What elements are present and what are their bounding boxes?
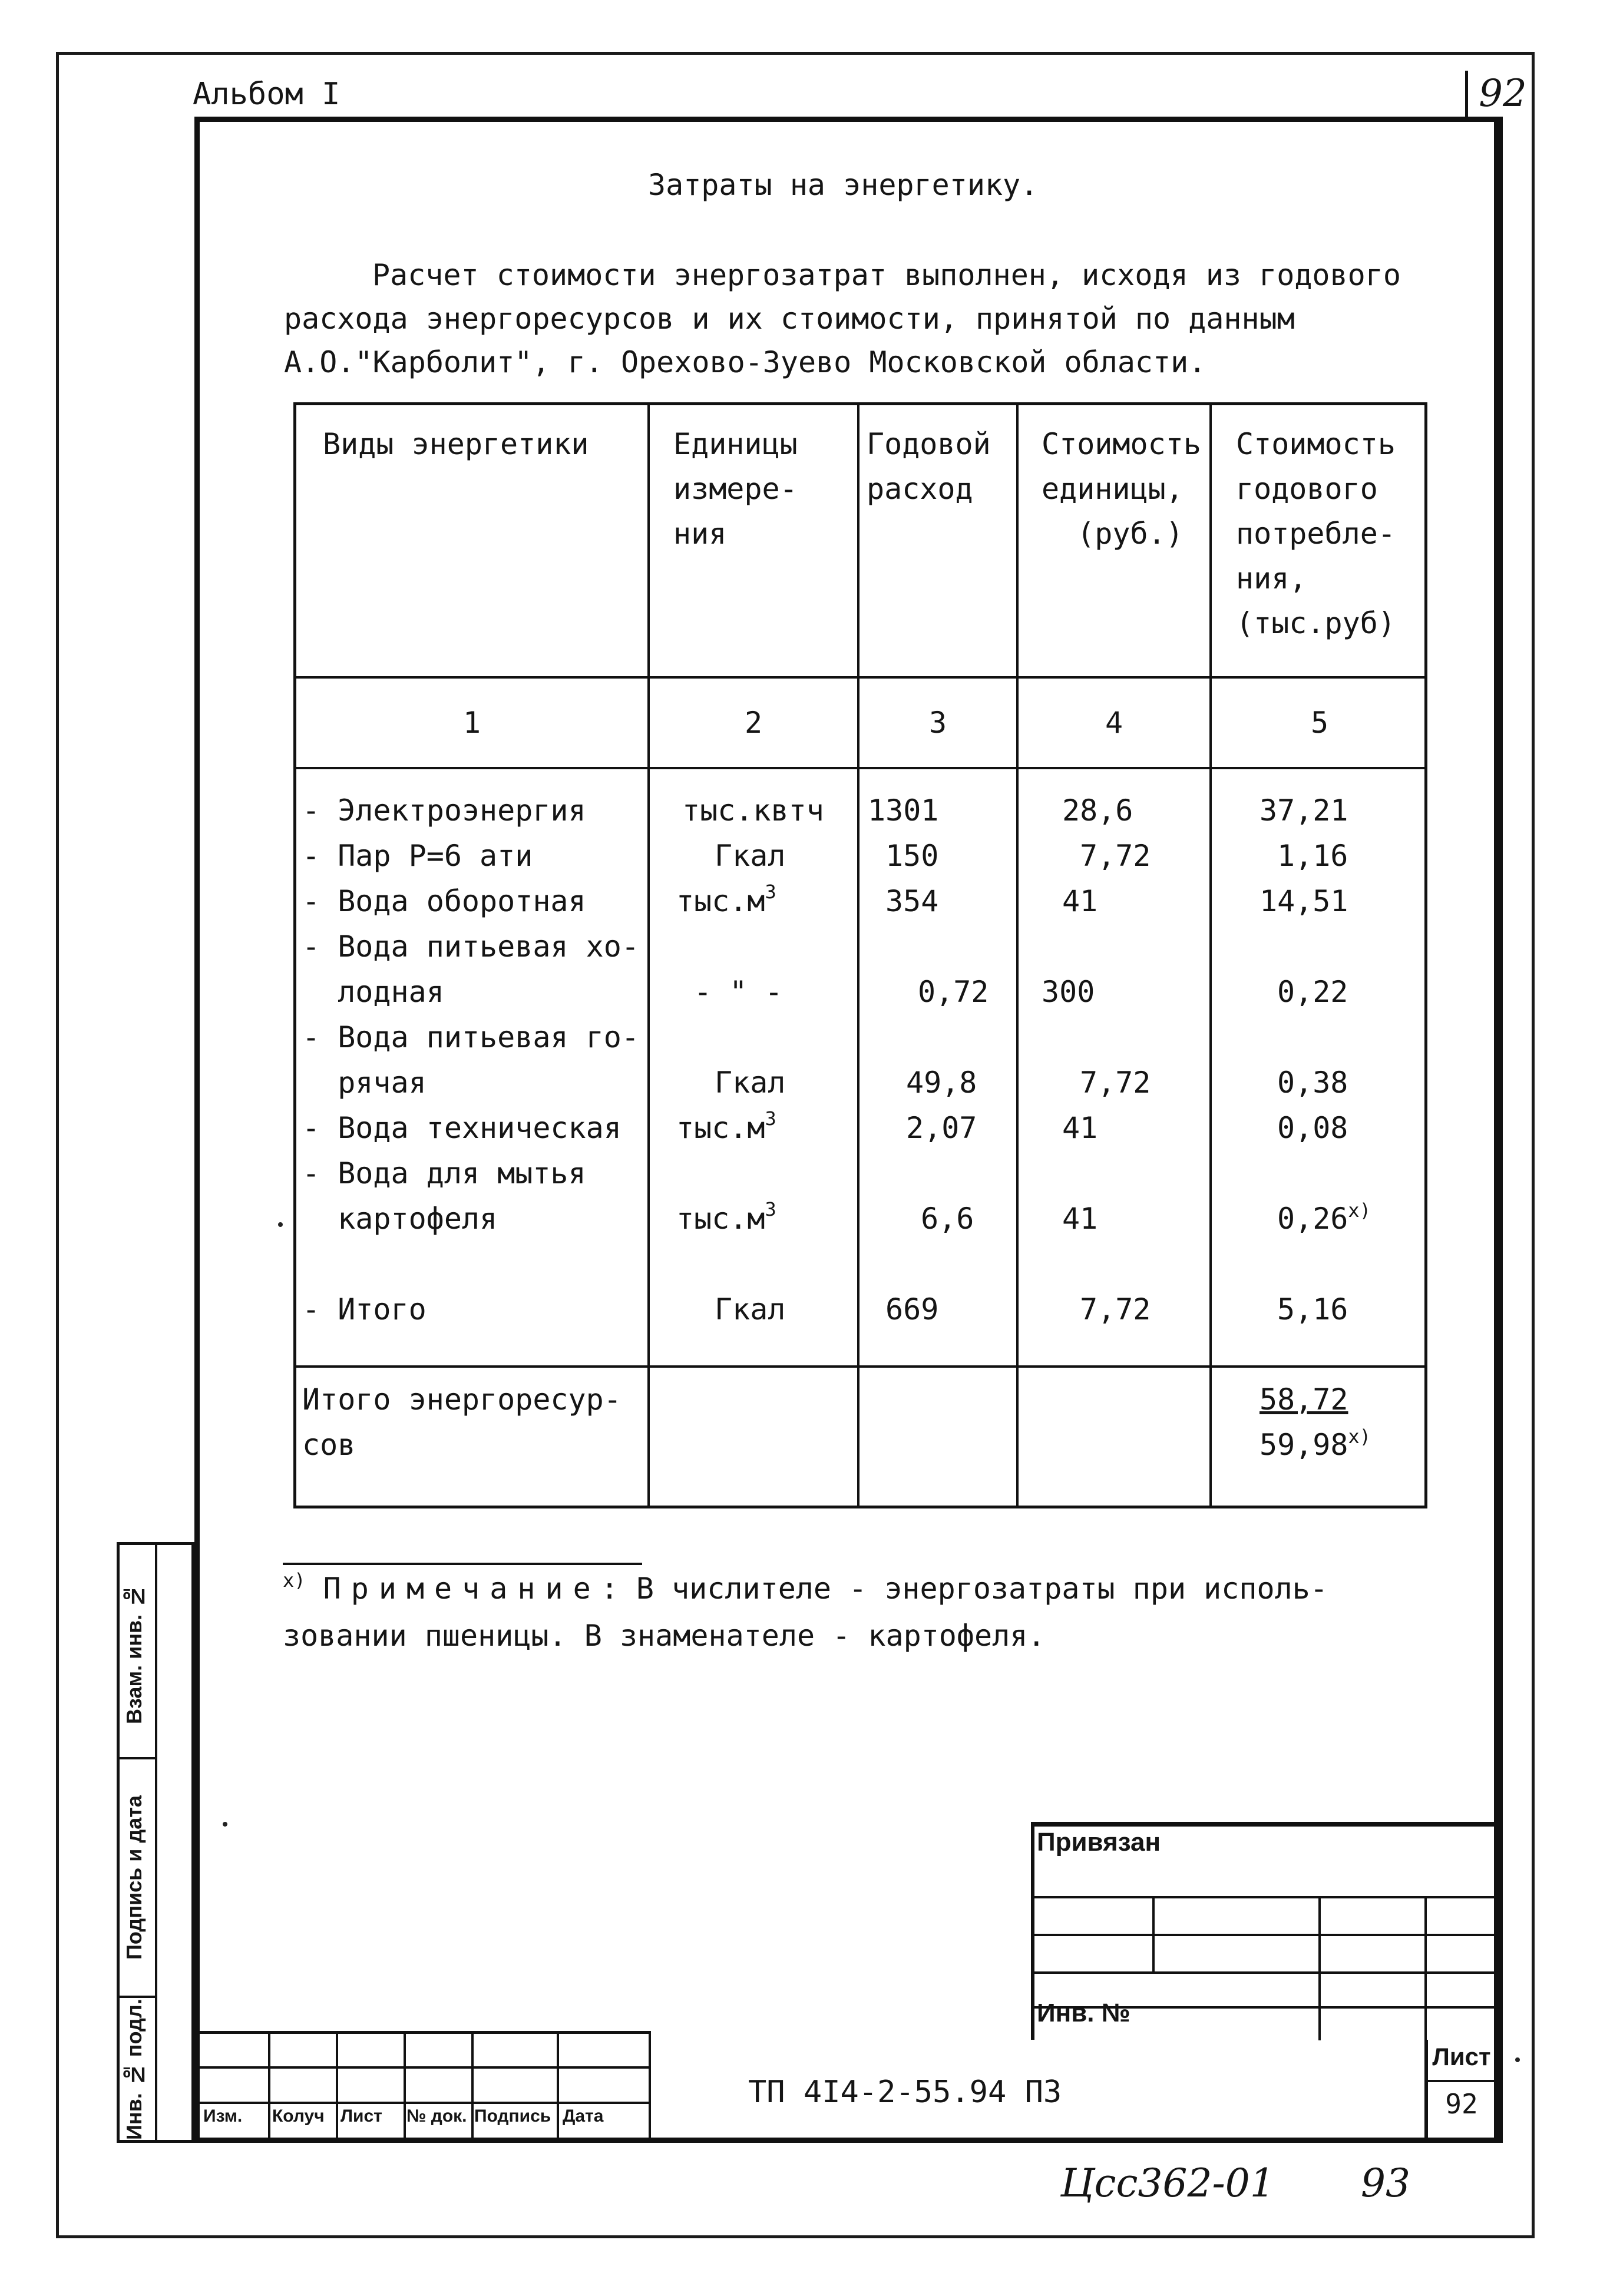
intro-line-3: А.О."Карболит", г. Орехово-Зуево Московской области. — [284, 345, 1206, 379]
row-total — [1277, 1196, 1371, 1245]
row-energy-name-cont: рячая — [302, 1066, 427, 1100]
handwritten-archive-number: Цсс362-01 — [1060, 2161, 1275, 2206]
row-energy-name: - Итого — [302, 1292, 427, 1326]
intro-line-2: расхода энергоресурсов и их стоимости, принятой по данным — [284, 302, 1295, 336]
row-unit: тыс.квтч — [682, 793, 824, 828]
row-energy-name: - Пар Р=6 ати — [302, 839, 533, 873]
stamp-inv-original: Инв. № подл. — [122, 1999, 146, 2140]
row-annual: 1301 — [868, 793, 939, 828]
row-unit: Гкал — [715, 1292, 786, 1326]
intro-paragraph — [284, 253, 1439, 384]
column-number: 3 — [928, 706, 947, 740]
header-unit-cost: Стоимость единицы, (руб.) — [1042, 427, 1201, 551]
row-energy-name: - Вода для мытья — [302, 1156, 586, 1190]
row-annual: 150 — [885, 839, 939, 873]
col-doc-no: № док. — [406, 2106, 467, 2126]
frame-strip — [1499, 117, 1503, 2143]
col-change: Изм. — [203, 2106, 243, 2126]
unit-text: тыс.м — [676, 1111, 765, 1145]
row-total: 37,21 — [1259, 793, 1348, 828]
footnote-rule — [283, 1563, 642, 1565]
summary-label: Итого энергоресур- — [302, 1382, 622, 1417]
row-energy-name: - Электроэнергия — [302, 793, 586, 828]
row-unit: Гкал — [715, 839, 786, 873]
revision-divider — [194, 2102, 651, 2104]
binding-title: Привязан — [1037, 1828, 1161, 1857]
total-text: 0,26 — [1277, 1202, 1348, 1236]
binding-divider — [1034, 1934, 1499, 1936]
row-unit-cost: 7,72 — [1080, 1066, 1151, 1100]
row-unit — [676, 1106, 776, 1154]
stamp-divider — [155, 1545, 157, 2140]
summary-denominator — [1259, 1422, 1371, 1471]
revision-divider — [268, 2031, 270, 2143]
denominator-text: 59,98 — [1259, 1428, 1348, 1462]
column-number: 4 — [1105, 706, 1123, 740]
col-count: Колуч — [272, 2106, 325, 2126]
col-date: Дата — [563, 2106, 604, 2126]
row-unit-cost: 41 — [1062, 1202, 1098, 1236]
revision-divider — [471, 2031, 474, 2143]
row-total: 5,16 — [1277, 1292, 1348, 1326]
binding-divider — [1318, 1896, 1321, 2040]
column-number: 5 — [1310, 706, 1329, 740]
revision-divider — [336, 2031, 338, 2143]
row-unit-cost: 7,72 — [1080, 1292, 1151, 1326]
left-margin-stamp — [117, 1542, 194, 2143]
footnote-mark: x) — [283, 1569, 306, 1592]
footnote-mark: x) — [1348, 1425, 1371, 1448]
row-unit-cost: 41 — [1062, 884, 1098, 918]
row-energy-name: - Вода оборотная — [302, 884, 586, 918]
row-total: 1,16 — [1277, 839, 1348, 873]
row-annual: 49,8 — [906, 1066, 977, 1100]
unit-superscript: 3 — [765, 1107, 776, 1130]
energy-cost-table — [293, 402, 1427, 1508]
binding-divider — [1152, 1896, 1155, 1971]
row-total: 0,38 — [1277, 1066, 1348, 1100]
document-code: ТП 4I4-2-55.94 ПЗ — [748, 2075, 1062, 2110]
binding-divider — [1424, 1896, 1427, 2040]
stamp-divider — [120, 1996, 155, 1998]
header-annual-cost: Стоимость годового потребле- ния, (тыс.руб) — [1236, 427, 1396, 640]
row-energy-name: - Вода питьевая хо- — [302, 929, 639, 964]
stamp-divider — [120, 1757, 155, 1759]
row-unit — [676, 1196, 776, 1245]
row-unit: Гкал — [715, 1066, 786, 1100]
page-title: Затраты на энергетику. — [648, 168, 1039, 202]
row-energy-name: - Вода питьевая го- — [302, 1020, 639, 1054]
row-unit — [676, 879, 776, 927]
revision-divider — [649, 2031, 651, 2143]
header-annual-consumption: Годовой расход — [867, 427, 991, 506]
note-label: Примечание — [323, 1572, 601, 1606]
handwritten-page-number: 93 — [1361, 2161, 1410, 2206]
row-unit: - " - — [694, 975, 783, 1009]
unit-superscript: 3 — [765, 1198, 776, 1220]
row-total: 14,51 — [1259, 884, 1348, 918]
binding-divider — [1034, 1971, 1499, 1974]
scan-speck — [278, 1222, 283, 1227]
note-text: : В числителе - энергозатраты при исполь- — [600, 1572, 1328, 1606]
row-energy-name-cont: лодная — [302, 975, 444, 1009]
unit-superscript: 3 — [765, 881, 776, 903]
revision-divider — [404, 2031, 406, 2143]
footnote — [283, 1567, 1437, 1658]
row-annual: 0,72 — [918, 975, 989, 1009]
summary-label-cont: сов — [302, 1428, 356, 1462]
col-divider — [1209, 405, 1212, 1506]
header-energy-type: Виды энергетики — [323, 427, 589, 461]
row-unit-cost: 300 — [1042, 975, 1095, 1009]
unit-text: тыс.м — [676, 1202, 765, 1236]
row-divider — [296, 1365, 1424, 1368]
row-total: 0,22 — [1277, 975, 1348, 1009]
sheet-divider — [1428, 2080, 1499, 2082]
header-unit: Единицы измере- ния — [673, 427, 798, 551]
row-unit-cost: 41 — [1062, 1111, 1098, 1145]
col-divider — [647, 405, 650, 1506]
row-total: 0,08 — [1277, 1111, 1348, 1145]
row-energy-name-cont: картофеля — [302, 1202, 498, 1236]
col-sheet: Лист — [341, 2106, 382, 2126]
footnote-line-2: зовании пшеницы. В знаменателе - картофеля. — [283, 1619, 1046, 1653]
row-unit-cost: 7,72 — [1080, 839, 1151, 873]
row-energy-name: - Вода техническая — [302, 1111, 622, 1145]
column-number: 1 — [462, 706, 481, 740]
row-annual: 354 — [885, 884, 939, 918]
stamp-replaced-inv: Взам. инв. № — [122, 1584, 146, 1724]
column-number: 2 — [744, 706, 763, 740]
col-signature: Подпись — [474, 2106, 551, 2126]
scan-speck — [223, 1822, 227, 1827]
stamp-sign-date: Подпись и дата — [122, 1795, 146, 1960]
row-annual: 6,6 — [921, 1202, 974, 1236]
revision-divider — [557, 2031, 559, 2143]
col-divider — [1016, 405, 1019, 1506]
revision-divider — [194, 2031, 651, 2034]
row-unit-cost: 28,6 — [1062, 793, 1133, 828]
row-annual: 669 — [885, 1292, 939, 1326]
unit-text: тыс.м — [676, 884, 765, 918]
album-label: Альбом I — [193, 77, 341, 112]
footnote-mark: x) — [1348, 1199, 1371, 1222]
row-annual: 2,07 — [906, 1111, 977, 1145]
revision-divider — [194, 2066, 651, 2069]
sheet-label: Лист — [1432, 2043, 1491, 2070]
col-divider — [857, 405, 859, 1506]
scan-speck — [1515, 2057, 1520, 2062]
binding-divider — [1034, 1896, 1499, 1898]
top-sheet-number: 92 — [1465, 71, 1538, 117]
footnote-line-1 — [283, 1567, 1437, 1614]
inv-number-label: Инв. № — [1037, 1999, 1130, 2027]
summary-numerator: 58,72 — [1259, 1382, 1348, 1417]
sheet-number: 92 — [1445, 2088, 1478, 2120]
intro-line-1: Расчет стоимости энергозатрат выполнен, исходя из годового — [372, 258, 1401, 292]
